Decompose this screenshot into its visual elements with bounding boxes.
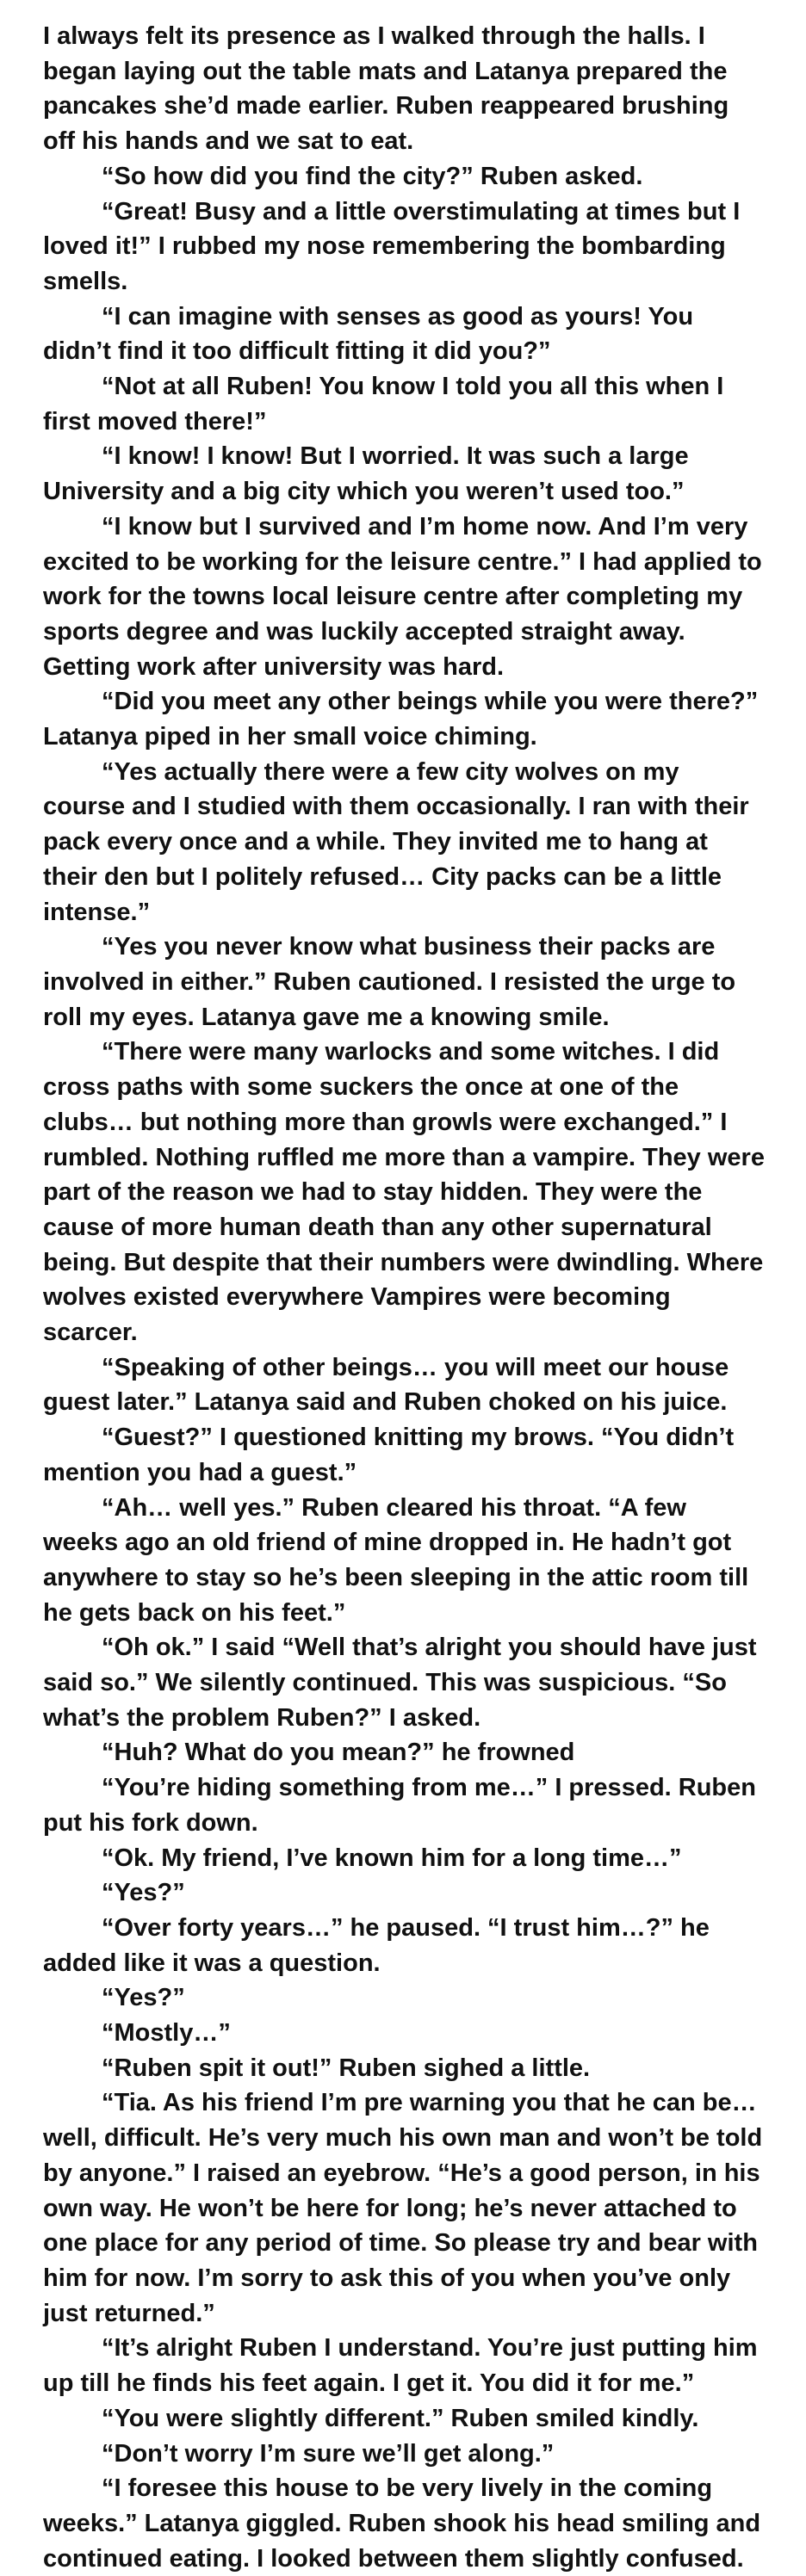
paragraph: “I know! I know! But I worried. It was such a large University and a big city which you weren’t used too.” [43,442,689,506]
paragraph: “I foresee this house to be very lively in the coming weeks.” Latanya giggled. Ruben shook his head smiling and continued eating. I looked between them slightly confused. [43,2474,761,2573]
paragraph: “Ah… well yes.” Ruben cleared his throat. “A few weeks ago an old friend of mine dropped in. He hadn’t got anywhere to stay so he’s been sleeping in the attic room till he gets back on his feet.” [43,1493,749,1627]
paragraph: “You’re hiding something from me…” I pressed. Ruben put his fork down. [43,1774,756,1837]
paragraph: “It’s alright Ruben I understand. You’re just putting him up till he finds his feet again. I get it. You did it for me.” [43,2334,758,2398]
paragraph: “Don’t worry I’m sure we’ll get along.” [102,2439,555,2468]
paragraph: “I know but I survived and I’m home now. And I’m very excited to be working for the leisure centre.” I had applied to work for the towns local leisure centre after completing my sports degree and was luckily accepted straight away. Getting work after university was hard. [43,512,762,681]
paragraph: “You were slightly different.” Ruben smiled kindly. [102,2404,699,2432]
paragraph: “Ruben spit it out!” Ruben sighed a little. [102,2054,591,2082]
paragraph: “Yes you never know what business their packs are involved in either.” Ruben cautioned. I resisted the urge to roll my eyes. Latanya gave me a knowing smile. [43,933,736,1031]
paragraph: “Yes actually there were a few city wolves on my course and I studied with them occasionally. I ran with their pack every once and a while. They invited me to hang at their den but I politely refused… City packs can be a little intense.” [43,757,749,926]
paragraph: “Mostly…” [102,2019,231,2048]
paragraph: “Speaking of other beings… you will meet our house guest later.” Latanya said and Ruben choked on his juice. [43,1353,729,1417]
paragraph: “Yes?” [102,1984,185,2012]
paragraph: “There were many warlocks and some witches. I did cross paths with some suckers the once at one of the clubs… but nothing more than growls were exchanged.” I rumbled. Nothing ruffled me more than a vampire. They were part of the reason we had to stay hidden. They were the cause of more human death than any other supernatural being. But despite that their numbers were dwindling. Where wolves existed everywhere Vampires were becoming scarcer. [43,1038,765,1347]
paragraph: “Tia. As his friend I’m pre warning you that he can be… well, difficult. He’s very much his own man and won’t be told by anyone.” I raised an eyebrow. “He’s a good person, in his own way. He won’t be here for long; he’s never attached to one place for any period of time. So please try and bear with him for now. I’m sorry to ask this of you when you’ve only just returned.” [43,2089,763,2327]
paragraph: “Huh? What do you mean?” he frowned [102,1739,575,1767]
paragraph: “So how did you find the city?” Ruben asked. [102,162,643,190]
story-text [43,19,765,2576]
paragraph: “Not at all Ruben! You know I told you all this when I first moved there!” [43,373,724,436]
paragraph: “Ok. My friend, I’ve known him for a long time…” [102,1844,682,1872]
paragraph: “Oh ok.” I said “Well that’s alright you should have just said so.” We silently continued. This was suspicious. “So what’s the problem Ruben?” I asked. [43,1634,757,1732]
paragraph: I always felt its presence as I walked through the halls. I began laying out the table mats and Latanya prepared the pancakes she’d made earlier. Ruben reappeared brushing off his hands and we sat to eat. [43,22,729,156]
paragraph: “Great! Busy and a little overstimulating at times but I loved it!” I rubbed my nose remembering the bombarding smells. [43,197,741,295]
paragraph: “Over forty years…” he paused. “I trust him…?” he added like it was a question. [43,1913,710,1977]
paragraph: “I can imagine with senses as good as yours! You didn’t find it too difficult fitting it did you?” [43,302,694,366]
paragraph: “Yes?” [102,1879,185,1907]
paragraph: “Did you meet any other beings while you were there?” Latanya piped in her small voice chiming. [43,688,759,751]
paragraph: “Guest?” I questioned knitting my brows. “You didn’t mention you had a guest.” [43,1424,735,1486]
